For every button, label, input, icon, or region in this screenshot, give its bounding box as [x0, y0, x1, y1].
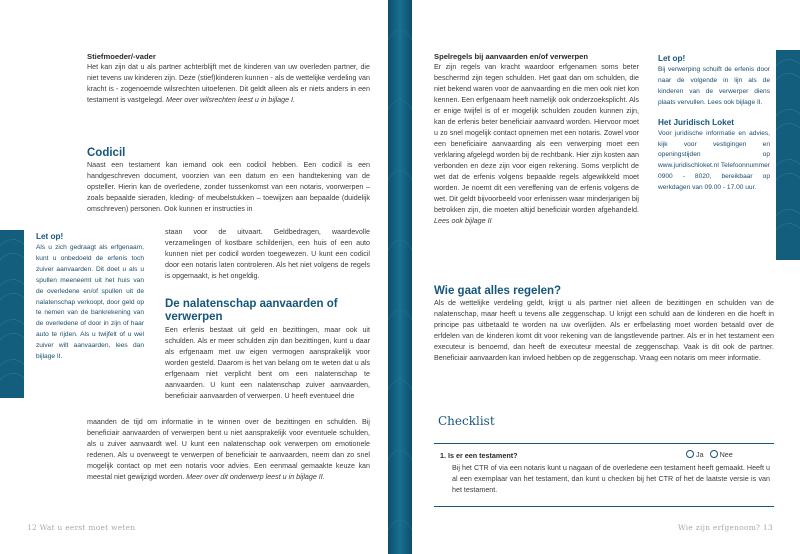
radio-nee[interactable]	[710, 450, 718, 458]
book-spine	[388, 0, 412, 554]
aanvaarden-section	[165, 298, 370, 402]
aanvaarden-text-narrow: Een erfenis bestaat uit geld en bezittingen, maar ook uit schulden. Als er meer schulden zijn dan bezittingen, kunt u daar als erfgenaam met uw eigen vermogen aansprakelijk voor worden gesteld. Daarom is het van belang om te weten dat u als erfgenaam niet verplicht bent om een nalatenschap te aanvaarden. U kunt een nalatenschap zuiver aanvaarden, beneficiair aanvaarden of verwerpen. U heeft eventueel drie	[165, 326, 370, 400]
wie-regelt-text: Als de wettelijke verdeling geldt, krijgt u als partner niet alleen de bezittingen en schulden van de nalatenschap, maar heeft u tevens alle zeggenschap. U krijgt een schuld aan de kinderen en die hoeft in principe pas uitbetaald te worden na uw overlijden. Als er erfbelasting moet worden betaald over de erfdelen van de kinderen komt dit voor rekening van de langstlevende partner. Als er in het testament een executeur is benoemd, dan heeft de executeur meestal de zeggenschap. Vaak is dit ook de partner. Beneficiair aanvaarden kan invloed hebben op de zeggenschap. Vraag een notaris om meer informatie.	[434, 299, 774, 362]
let-op-sidebar-right	[658, 53, 770, 194]
let-op-sidebar-left	[36, 231, 144, 363]
codicil-section	[87, 147, 370, 215]
spelregels-heading: Spelregels bij aanvaarden en/of verwerpen	[434, 52, 589, 61]
footer-right: Wie zijn erfgenoom? 13	[678, 523, 773, 532]
spelregels-section	[434, 51, 639, 227]
footer-left: 12 Wat u eerst moet weten	[27, 523, 136, 532]
leaf-pattern-icon	[0, 230, 24, 398]
spelregels-text: Er zijn regels van kracht waardoor erfgenamen soms beter beschermd zijn tegen schulden. Het gaat dan om schulden, die niet bekend waren voor de aanvaarding en die men ook niet kon kennen. Een erfgenaam heeft namelijk ook onderzoeksplicht. Als er enige twijfel is of er mogelijk schulden zouden kunnen zijn, kan de erfenis beter beneficiair aanvaard worden. Hiervoor moet u zo snel mogelijk contact opnemen met een notaris. Zowel voor een beneficiaire aanvaarding als een verwerping moet een verklaring afgelegd worden bij de rechtbank. Hier zijn kosten aan verbonden en deze zijn voor eigen rekening. Soms verplicht de wet dat de erfenis volgens bepaalde regels afgewikkeld moet worden. Je noemt dit een vereffening van de erfenis volgens de wet. Dit geldt bijvoorbeeld voor erfenissen waar minderjarigen bij betrokken zijn, die moeten altijd beneficiair worden afgehandeld. Lees ook bijlage II	[434, 63, 639, 225]
let-op-text-right: Bij verwerping schuift de erfenis door naar de volgende in lijn als de kinderen van de verwerper diens plaats vervullen. Lees ook bijlage II.	[658, 66, 770, 106]
spine-pattern-icon	[388, 0, 412, 554]
codicil-heading: Codicil	[87, 147, 126, 159]
checklist-title: Checklist	[438, 414, 495, 428]
checklist-text: Bij het CTR of via een notaris kunt u nagaan of de overledene een testament heeft gemaakt. Heeft u al een exemplaar van het testament, dan kunt u checken bij het CTR of het de laatste versie is van het testament.	[452, 464, 770, 494]
stiefmoeder-section	[87, 51, 370, 106]
right-page	[412, 0, 800, 554]
aanvaarden-continued	[87, 417, 370, 483]
codicil-text: Naast een testament kan iemand ook een codicil hebben. Een codicil is een handgeschreven document, voorzien van een datum en een handtekening van de opsteller. Hierin kan de overledene, zonder tussenkomst van een notaris, voorwerpen – zoals bepaalde sieraden, kleding- of meubelstukken – toewijzen aan bepaalde (duidelijk omschreven) personen. Ook kunnen er instructies in	[87, 161, 370, 213]
stiefmoeder-text: Het kan zijn dat u als partner achterblijft met de kinderen van uw overleden partner, die niet tevens uw kinderen zijn. Deze (stief)kinderen kunnen - als de wettelijke verdeling van kracht is - zogenoemde wilsrechten uitoefenen. Dit geldt alleen als er niets anders in een testament is vastgelegd. Meer over wilsrechten leest u in bijlage I.	[87, 63, 370, 104]
leaf-pattern-icon-right	[776, 50, 800, 260]
decorative-band-left	[0, 230, 24, 398]
aanvaarden-text-full: maanden de tijd om informatie in te winnen over de bezittingen en schulden. Bij beneficiair aanvaarden of verwerpen bent u niet aansprakelijk voor eventuele schulden, als u zuiver aanvaardt wel. U kunt een nalatenschap ook verwerpen om emotionele redenen. Als u overweegt te verwerpen of beneficiair te aanvaarden, neem dan zo snel mogelijk contact op met een notaris voor advies. Een eenmaal gemaakte keuze kan meestal niet gewijzigd worden. Meer over dit onderwerp leest u in bijlage II.	[87, 418, 370, 481]
juridisch-loket-text: Voor juridische informatie en advies, kijk voor vestigingen en openingstijden op www.juridischloket.nl Telefoonnummer 0900 - 8020, bereikbaar op werkdagen van 09.00 - 17.00 uur.	[658, 129, 770, 192]
stiefmoeder-heading: Stiefmoeder/-vader	[87, 52, 156, 61]
codicil-continued	[165, 227, 370, 282]
left-page	[0, 0, 388, 554]
juridisch-loket-heading: Het Juridisch Loket	[658, 117, 734, 127]
radio-ja[interactable]	[686, 450, 694, 458]
wie-regelt-section	[434, 285, 774, 364]
checklist-box	[434, 443, 774, 507]
codicil-text-narrow: staan voor de uitvaart. Geldbedragen, waardevolle verzamelingen of kostbare schilderijen, een huis of een auto kunnen niet per codicil worden toegewezen. U kunt een codicil door een notaris laten controleren. Als het niet volgens de regels is opgemaakt, is het ongeldig.	[165, 228, 370, 280]
wie-regelt-heading: Wie gaat alles regelen?	[434, 285, 562, 297]
checklist-question: 1. Is er een testament?	[440, 451, 518, 460]
let-op-heading-left: Let op!	[36, 232, 64, 241]
aanvaarden-heading: De nalatenschap aanvaarden of verwerpen	[165, 298, 338, 323]
decorative-band-right	[776, 50, 800, 260]
checklist-options: Ja Nee	[686, 450, 733, 459]
let-op-text-left: Als u zich gedraagt als erfgenaam, kunt u onbedoeld de erfenis toch zuiver aanvaarden. Dit doet u als u spullen meeneemt uit het huis van de overledene en/of spullen uit de nalatenschap verkoopt, door geld op te nemen van de bankrekening van de overledene of door in zijn of haar auto te rijden. Als u twijfelt of u wel zuiver wilt aanvaarden, lees dan bijlage II.	[36, 244, 144, 361]
let-op-heading-right: Let op!	[658, 54, 686, 63]
